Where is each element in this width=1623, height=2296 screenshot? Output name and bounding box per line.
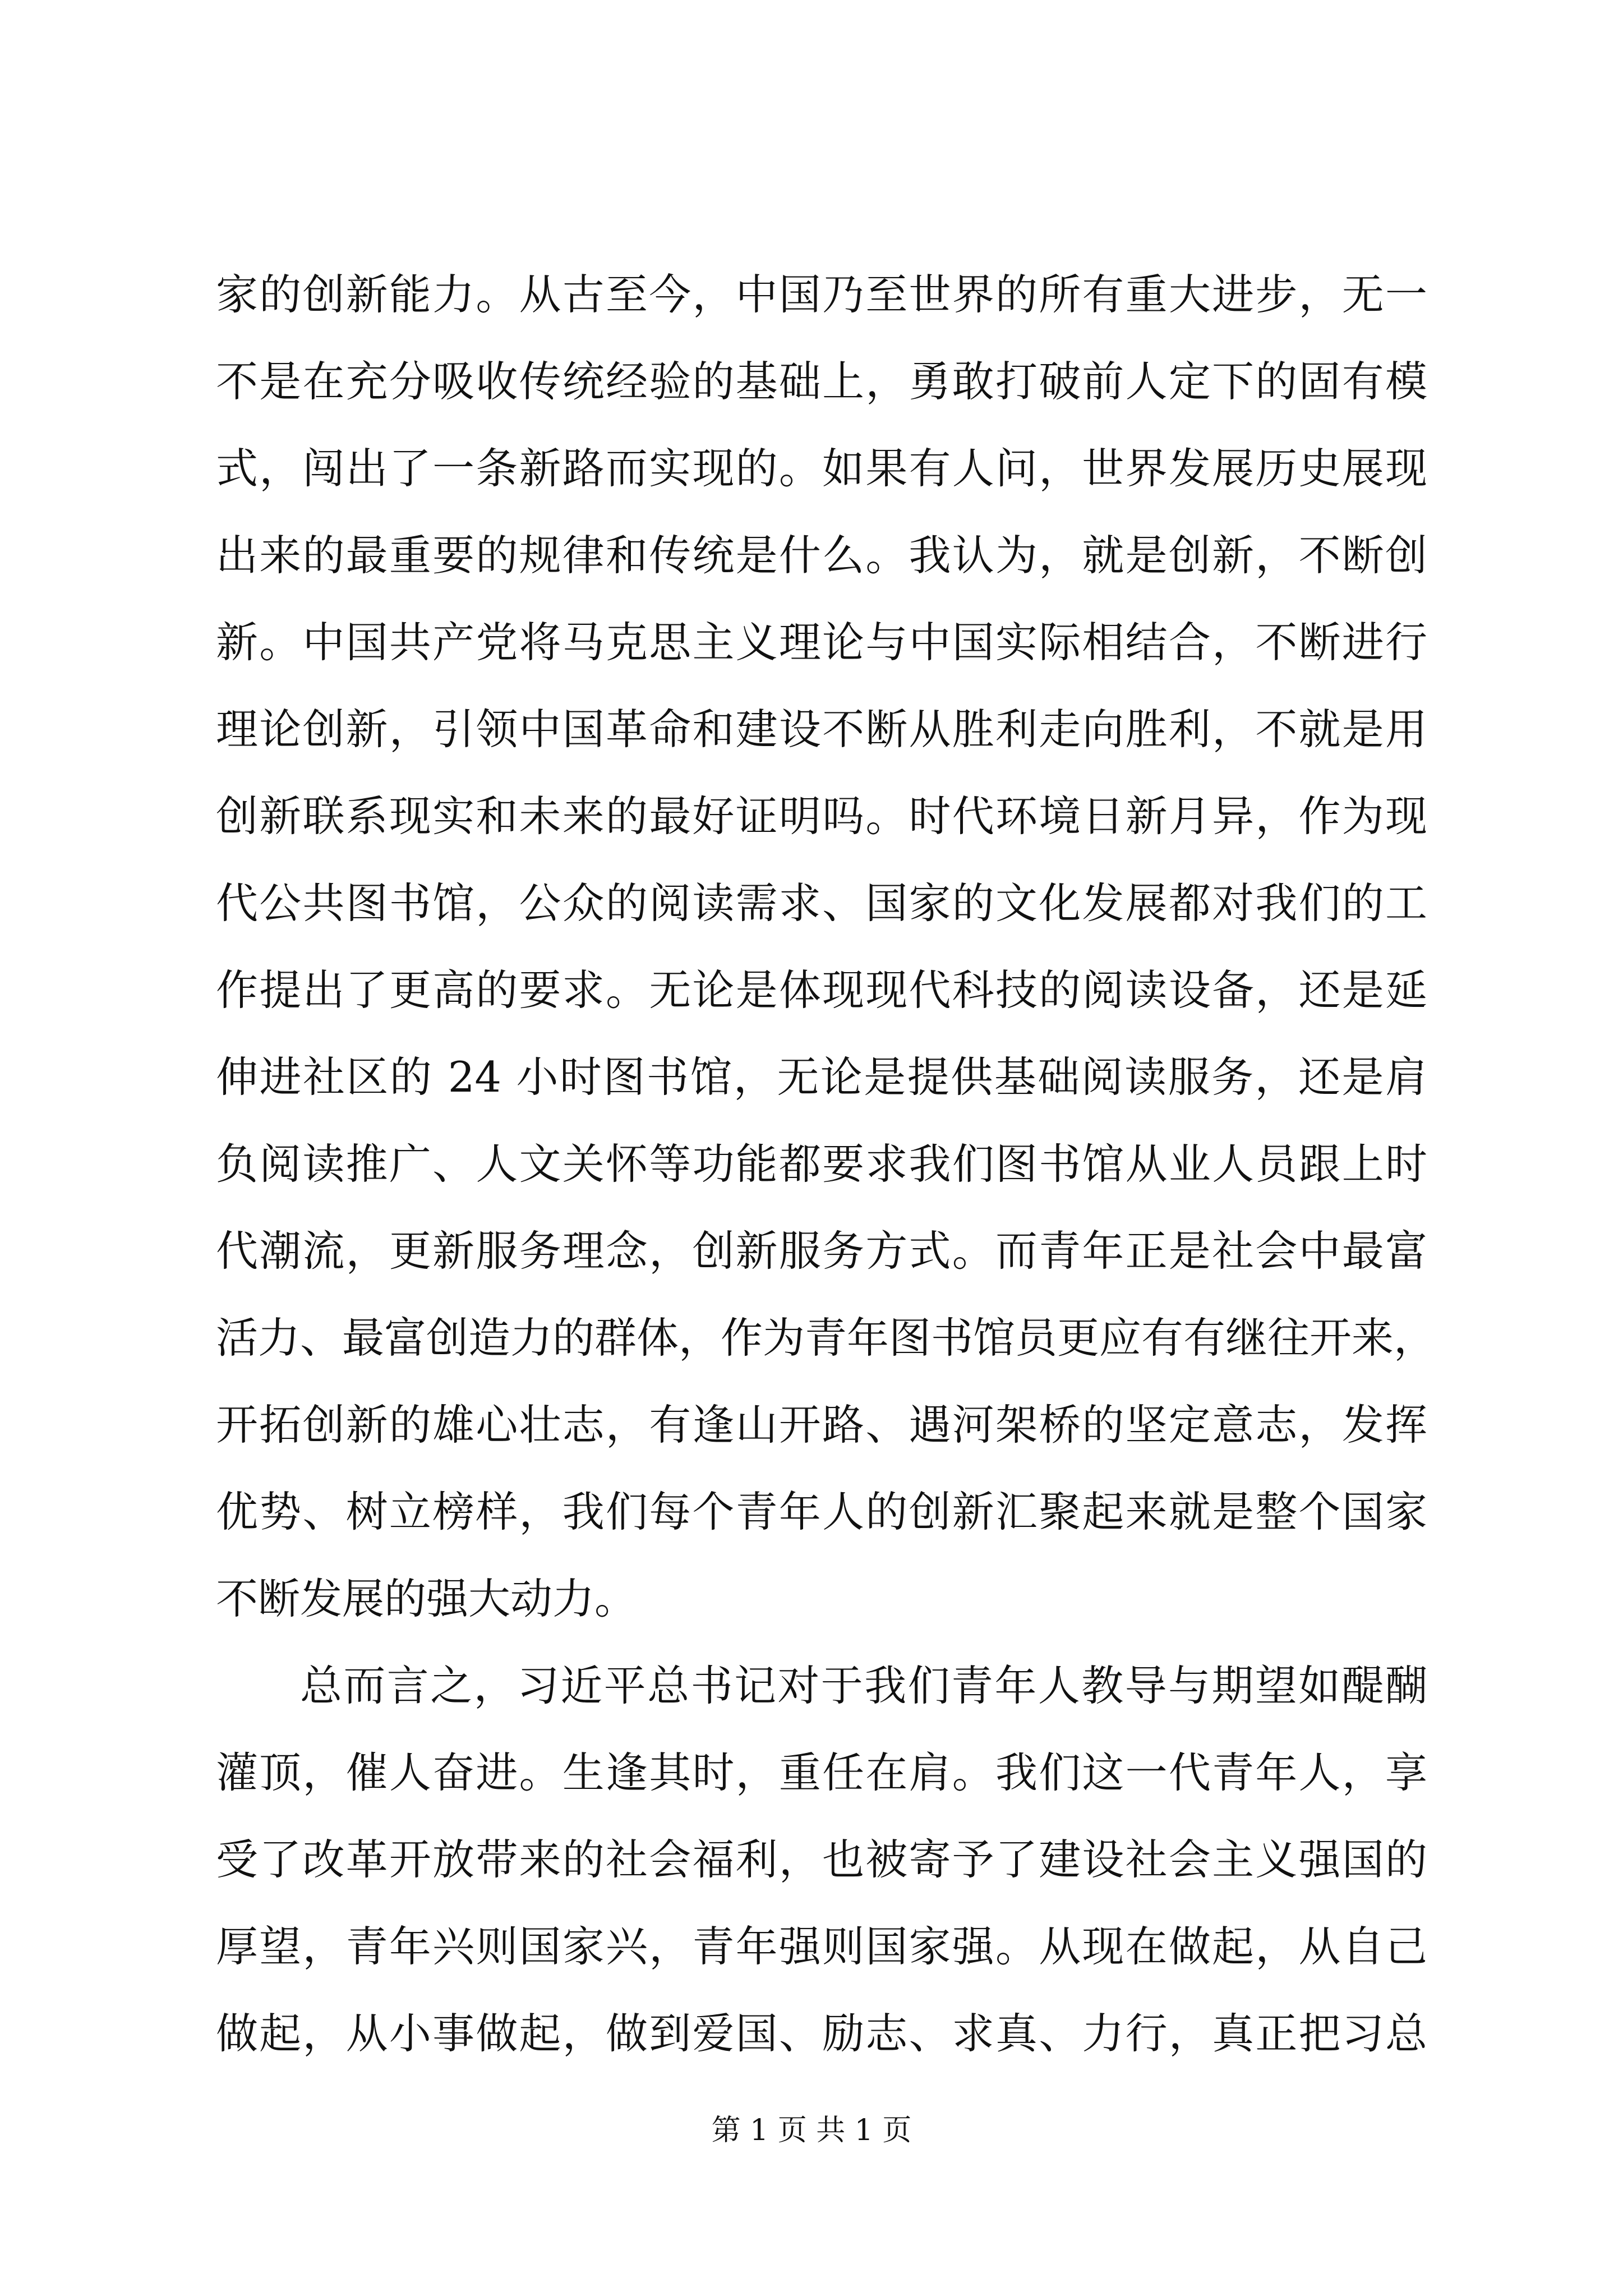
text-line-13: 活力、最富创造力的群体，作为青年图书馆员更应有有继往开来，: [216, 1313, 1436, 1363]
text-line-8: 代公共图书馆，公众的阅读需求、国家的文化发展都对我们的工: [216, 878, 1427, 928]
text-line-17: 总而言之，习近平总书记对于我们青年人教导与期望如醍醐: [300, 1661, 1427, 1710]
text-line-15: 优势、树立榜样，我们每个青年人的创新汇聚起来就是整个国家: [216, 1487, 1427, 1536]
text-line-5: 新。中国共产党将马克思主义理论与中国实际相结合，不断进行: [216, 618, 1427, 667]
text-line-7: 创新联系现实和未来的最好证明吗。时代环境日新月异，作为现: [216, 792, 1427, 841]
text-line-6: 理论创新，引领中国革命和建设不断从胜利走向胜利，不就是用: [216, 705, 1427, 754]
text-line-4: 出来的最重要的规律和传统是什么。我认为，就是创新，不断创: [216, 531, 1427, 580]
page-footer: 第 1 页 共 1 页: [711, 2114, 912, 2147]
text-line-14: 开拓创新的雄心壮志，有逢山开路、遇河架桥的坚定意志，发挥: [216, 1400, 1427, 1450]
text-line-21: 做起，从小事做起，做到爱国、励志、求真、力行，真正把习总: [216, 2009, 1427, 2058]
text-line-3: 式，闯出了一条新路而实现的。如果有人问，世界发展历史展现: [216, 444, 1427, 493]
text-line-20: 厚望，青年兴则国家兴，青年强则国家强。从现在做起，从自己: [216, 1922, 1427, 1971]
text-line-18: 灌顶，催人奋进。生逢其时，重任在肩。我们这一代青年人，享: [216, 1748, 1427, 1797]
text-line-11: 负阅读推广、人文关怀等功能都要求我们图书馆从业人员跟上时: [216, 1139, 1427, 1189]
text-line-12: 代潮流，更新服务理念，创新服务方式。而青年正是社会中最富: [216, 1226, 1427, 1276]
text-line-16: 不断发展的强大动力。: [216, 1574, 637, 1623]
text-line-1: 家的创新能力。从古至今，中国乃至世界的所有重大进步，无一: [216, 270, 1427, 319]
text-line-19: 受了改革开放带来的社会福利，也被寄予了建设社会主义强国的: [216, 1835, 1427, 1884]
text-line-2: 不是在充分吸收传统经验的基础上，勇敢打破前人定下的固有模: [216, 357, 1427, 406]
text-line-10: 伸进社区的 24 小时图书馆，无论是提供基础阅读服务，还是肩: [216, 1052, 1427, 1102]
text-line-9: 作提出了更高的要求。无论是体现现代科技的阅读设备，还是延: [216, 965, 1427, 1015]
